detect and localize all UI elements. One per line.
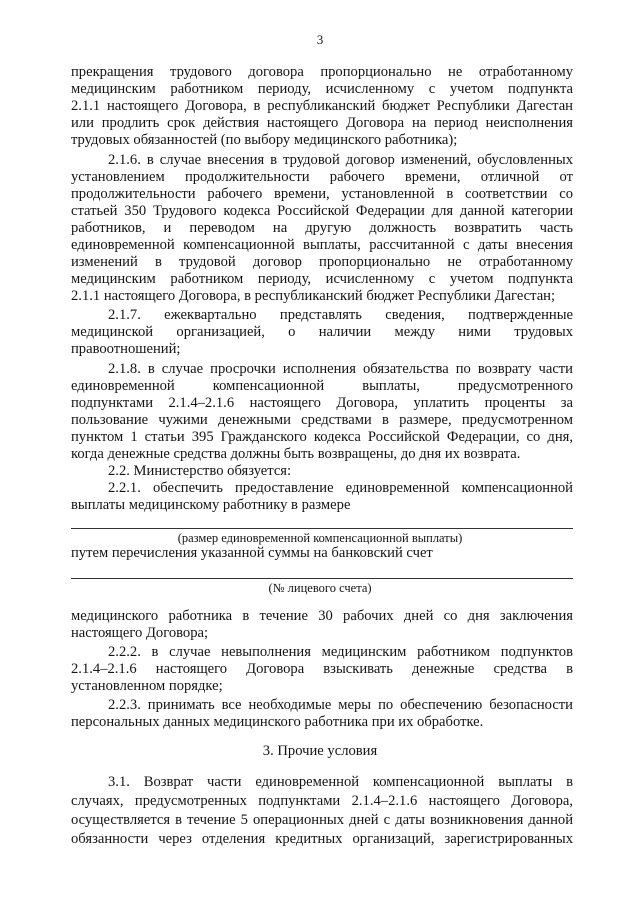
field-caption: (№ лицевого счета) xyxy=(268,581,372,595)
text-line: пунктом 1 статьи 395 Гражданского кодекса Российской Федерации, со дня, xyxy=(71,429,573,445)
text-line: установленном порядке; xyxy=(71,678,223,694)
text-line: правоотношений; xyxy=(71,341,181,357)
text-line: 2.1.6. в случае внесения в трудовой договор изменений, обусловленных xyxy=(108,152,573,168)
text-line: настоящего Договора; xyxy=(71,625,209,641)
text-line: 2.1.7. ежеквартально представлять сведения, подтвержденные xyxy=(108,307,573,323)
text-line: прекращения трудового договора пропорционально не отработанному xyxy=(71,64,573,80)
text-line: 2.2. Министерство обязуется: xyxy=(108,463,292,479)
text-line: 2.1.1 настоящего Договора, в республиканский бюджет Республики Дагестан; xyxy=(71,288,556,304)
blank-line xyxy=(71,528,573,529)
text-line: 2.1.1 настоящего Договора, в республиканский бюджет Республики Дагестан xyxy=(71,98,573,114)
text-line: случаях, предусмотренных подпунктами 2.1.4–2.1.6 настоящего Договора, xyxy=(71,793,573,809)
blank-line xyxy=(71,578,573,579)
text-line: медицинской организацией, о наличии между ними трудовых xyxy=(71,324,573,340)
text-line: осуществляется в течение 5 операционных дней с даты возникновения данной xyxy=(71,812,573,828)
field-caption: (размер единовременной компенсационной выплаты) xyxy=(177,531,463,545)
section-heading: 3. Прочие условия xyxy=(262,743,378,759)
text-line: путем перечисления указанной суммы на банковский счет xyxy=(71,545,433,561)
text-line: продолжительности рабочего времени, установленной в соответствии со xyxy=(71,186,573,202)
text-line: 2.1.4–2.1.6 настоящего Договора взыскивать денежные средства в xyxy=(71,661,573,677)
text-line: 2.2.1. обеспечить предоставление единовременной компенсационной xyxy=(108,480,573,496)
text-line: изменений в трудовой договор пропорционально не отработанному xyxy=(71,254,573,270)
text-line: пользование чужими денежными средствами в размере, предусмотренном xyxy=(71,412,573,428)
text-line: медицинским работником периоду, исчисленному с учетом подпункта xyxy=(71,81,573,97)
text-line: работников, и переводом на другую должность возвратить часть xyxy=(71,220,573,236)
text-line: 2.2.3. принимать все необходимые меры по обеспечению безопасности xyxy=(108,697,573,713)
text-line: единовременной компенсационной выплаты, предусмотренного xyxy=(71,378,573,394)
text-line: статьей 350 Трудового кодекса Российской Федерации для данной категории xyxy=(71,203,573,219)
text-line: 2.2.2. в случае невыполнения медицинским работником подпунктов xyxy=(108,644,573,660)
text-line: когда денежные средства должны быть возвращены, до дня их возврата. xyxy=(71,446,521,462)
text-line: единовременной компенсационной выплаты, рассчитанной с даты внесения xyxy=(71,237,573,253)
text-line: или продлить срок действия настоящего Договора на период неисполнения xyxy=(71,115,573,131)
text-line: персональных данных медицинского работника при их обработке. xyxy=(71,714,484,730)
text-line: медицинского работника в течение 30 рабочих дней со дня заключения xyxy=(71,608,573,624)
text-line: 3.1. Возврат части единовременной компенсационной выплаты в xyxy=(108,774,573,790)
text-line: выплаты медицинскому работнику в размере xyxy=(71,497,351,513)
text-line: установлением продолжительности рабочего времени, отличной от xyxy=(71,169,573,185)
text-line: 2.1.8. в случае просрочки исполнения обязательства по возврату части xyxy=(108,361,573,377)
text-line: трудовых обязанностей (по выбору медицинского работника); xyxy=(71,132,458,148)
page-number: 3 xyxy=(316,32,324,47)
text-line: подпунктами 2.1.4–2.1.6 настоящего Договора, уплатить проценты за xyxy=(71,395,573,411)
text-line: медицинским работником периоду, исчисленному с учетом подпункта xyxy=(71,271,573,287)
text-line: обязанности через отделения кредитных организаций, зарегистрированных xyxy=(71,831,573,847)
